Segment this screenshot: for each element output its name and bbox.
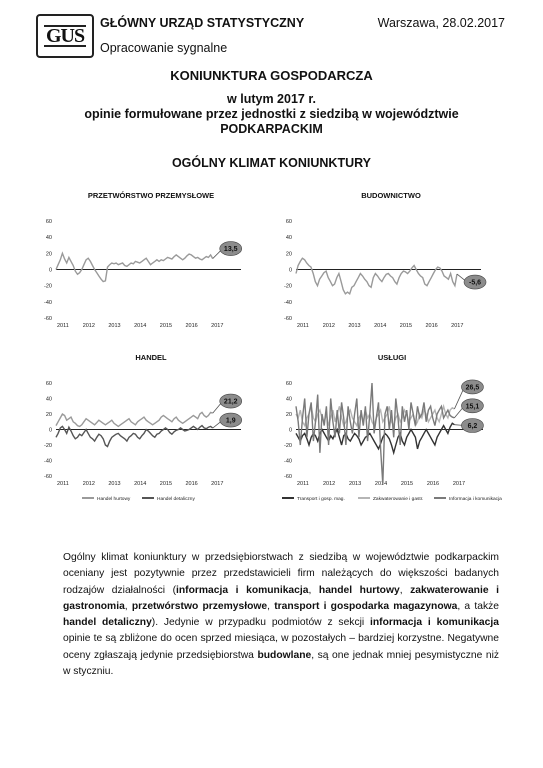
- y-tick-label: 0: [288, 427, 292, 434]
- y-tick-label: 40: [45, 235, 52, 242]
- chart-title: BUDOWNICTWO: [361, 191, 421, 200]
- x-tick-label: 2015: [159, 481, 173, 487]
- x-tick-label: 2011: [297, 481, 309, 487]
- callout-value: 13,5: [223, 246, 238, 254]
- x-tick-label: 2017: [211, 481, 224, 487]
- callout-value: 21,2: [223, 398, 238, 406]
- y-tick-label: 0: [48, 267, 52, 274]
- chart-svg: [36, 186, 266, 336]
- y-tick-label: 20: [45, 251, 52, 258]
- callout-value: 6,2: [467, 423, 478, 430]
- x-tick-label: 2014: [134, 323, 147, 329]
- chart-title: HANDEL: [135, 353, 167, 362]
- x-tick-label: 2012: [82, 323, 95, 329]
- x-tick-label: 2013: [348, 481, 362, 487]
- chart-budownictwo: [276, 186, 506, 336]
- x-tick-label: 2017: [452, 481, 466, 487]
- chart-svg: [36, 348, 266, 508]
- x-tick-label: 2012: [322, 323, 335, 329]
- legend-label: Zakwaterowanie i gastr.: [373, 497, 424, 502]
- legend-label: Handel hurtowy: [97, 497, 131, 502]
- y-tick-label: -60: [284, 316, 292, 322]
- summary-paragraph: Ogólny klimat koniunktury w przedsiębiorstwach z siedzibą w województwie podkarpackim oceniany jest pozytywnie przez przedstawicieli firm należących do większości badanych rodzajów działalności (informacja i komunikacja, handel hurtowy, zakwaterowanie i gastronomia, przetwórstwo przemysłowe, transport i gospodarka magazynowa, a także handel detaliczny). Jedynie w przypadku podmiotów z sekcji informacja i komunikacja opinie te są zbliżone do ocen sprzed miesiąca, w pozostałych – bardziej korzystne. Negatywne oceny zgłaszają jedynie przedsiębiorstwa budowlane, są one jednak mniej pesymistyczne niż w styczniu.: [63, 552, 499, 678]
- x-tick-label: 2014: [374, 323, 387, 329]
- y-tick-label: -60: [284, 474, 292, 480]
- series-line: [296, 383, 454, 484]
- y-tick-label: -20: [44, 443, 52, 449]
- y-tick-label: -40: [284, 458, 292, 465]
- x-tick-label: 2017: [211, 323, 224, 329]
- x-tick-label: 2016: [426, 481, 440, 487]
- y-tick-label: -20: [44, 283, 52, 290]
- x-tick-label: 2013: [108, 323, 121, 329]
- y-tick-label: -20: [284, 443, 292, 449]
- chart-uslugi: [276, 348, 508, 508]
- y-tick-label: 60: [285, 381, 292, 387]
- legend-label: Handel detaliczny: [157, 497, 195, 502]
- title-line-2: w lutym 2017 r.: [227, 92, 316, 106]
- y-tick-label: -40: [284, 299, 292, 306]
- y-tick-label: 60: [45, 381, 52, 387]
- y-tick-label: 20: [285, 251, 292, 258]
- y-tick-label: -40: [44, 299, 52, 306]
- y-tick-label: 0: [288, 267, 292, 274]
- x-tick-label: 2015: [159, 323, 173, 329]
- callout-value: 1,9: [225, 417, 236, 425]
- callout-value: -5,6: [468, 279, 482, 287]
- y-tick-label: 40: [45, 396, 52, 403]
- document-subtitle: Opracowanie sygnalne: [100, 41, 228, 55]
- chart-svg: [276, 186, 506, 336]
- x-tick-label: 2013: [348, 323, 361, 329]
- x-tick-label: 2011: [297, 323, 309, 329]
- callout-value: 26,5: [465, 384, 480, 392]
- y-tick-label: 40: [285, 235, 292, 242]
- gus-logo: GUS: [36, 14, 94, 58]
- y-tick-label: 40: [285, 396, 292, 403]
- institution-name: GŁÓWNY URZĄD STATYSTYCZNY: [100, 16, 305, 30]
- x-tick-label: 2012: [82, 481, 95, 487]
- section-title: OGÓLNY KLIMAT KONIUNKTURY: [171, 156, 372, 170]
- legend-label: Transport i gosp. mag.: [297, 497, 345, 502]
- y-tick-label: 0: [48, 427, 52, 434]
- y-tick-label: 60: [45, 219, 52, 225]
- chart-przetworstwo: [36, 186, 266, 336]
- y-tick-label: 20: [285, 412, 292, 418]
- x-tick-label: 2012: [322, 481, 336, 487]
- y-tick-label: -20: [284, 283, 292, 290]
- title-line-4: PODKARPACKIM: [220, 122, 323, 136]
- x-tick-label: 2014: [374, 481, 388, 487]
- place-date: Warszawa, 28.02.2017: [377, 16, 505, 30]
- x-tick-label: 2015: [399, 323, 413, 329]
- series-line: [296, 258, 457, 294]
- x-tick-label: 2017: [451, 323, 464, 329]
- legend-label: Informacja i komunikacja: [449, 497, 502, 502]
- x-tick-label: 2011: [57, 481, 69, 487]
- series-line: [56, 426, 213, 447]
- chart-title: PRZETWÓRSTWO PRZEMYSŁOWE: [87, 191, 215, 200]
- chart-title: USŁUGI: [377, 353, 407, 362]
- y-tick-label: -60: [44, 474, 52, 480]
- chart-svg: [276, 348, 508, 508]
- x-tick-label: 2015: [400, 481, 414, 487]
- y-tick-label: -40: [44, 458, 52, 465]
- title-line-3: opinie formułowane przez jednostki z siedzibą w województwie: [84, 107, 459, 121]
- x-tick-label: 2013: [108, 481, 121, 487]
- x-tick-label: 2011: [57, 323, 69, 329]
- y-tick-label: 60: [285, 219, 292, 225]
- series-line: [56, 412, 213, 426]
- callout-value: 15,1: [465, 403, 480, 411]
- x-tick-label: 2014: [134, 481, 147, 487]
- x-tick-label: 2016: [185, 323, 198, 329]
- series-line: [56, 253, 213, 281]
- y-tick-label: 20: [45, 412, 52, 418]
- main-title: KONIUNKTURA GOSPODARCZA: [170, 68, 373, 83]
- x-tick-label: 2016: [185, 481, 198, 487]
- x-tick-label: 2016: [425, 323, 438, 329]
- y-tick-label: -60: [44, 316, 52, 322]
- chart-handel: [36, 348, 266, 508]
